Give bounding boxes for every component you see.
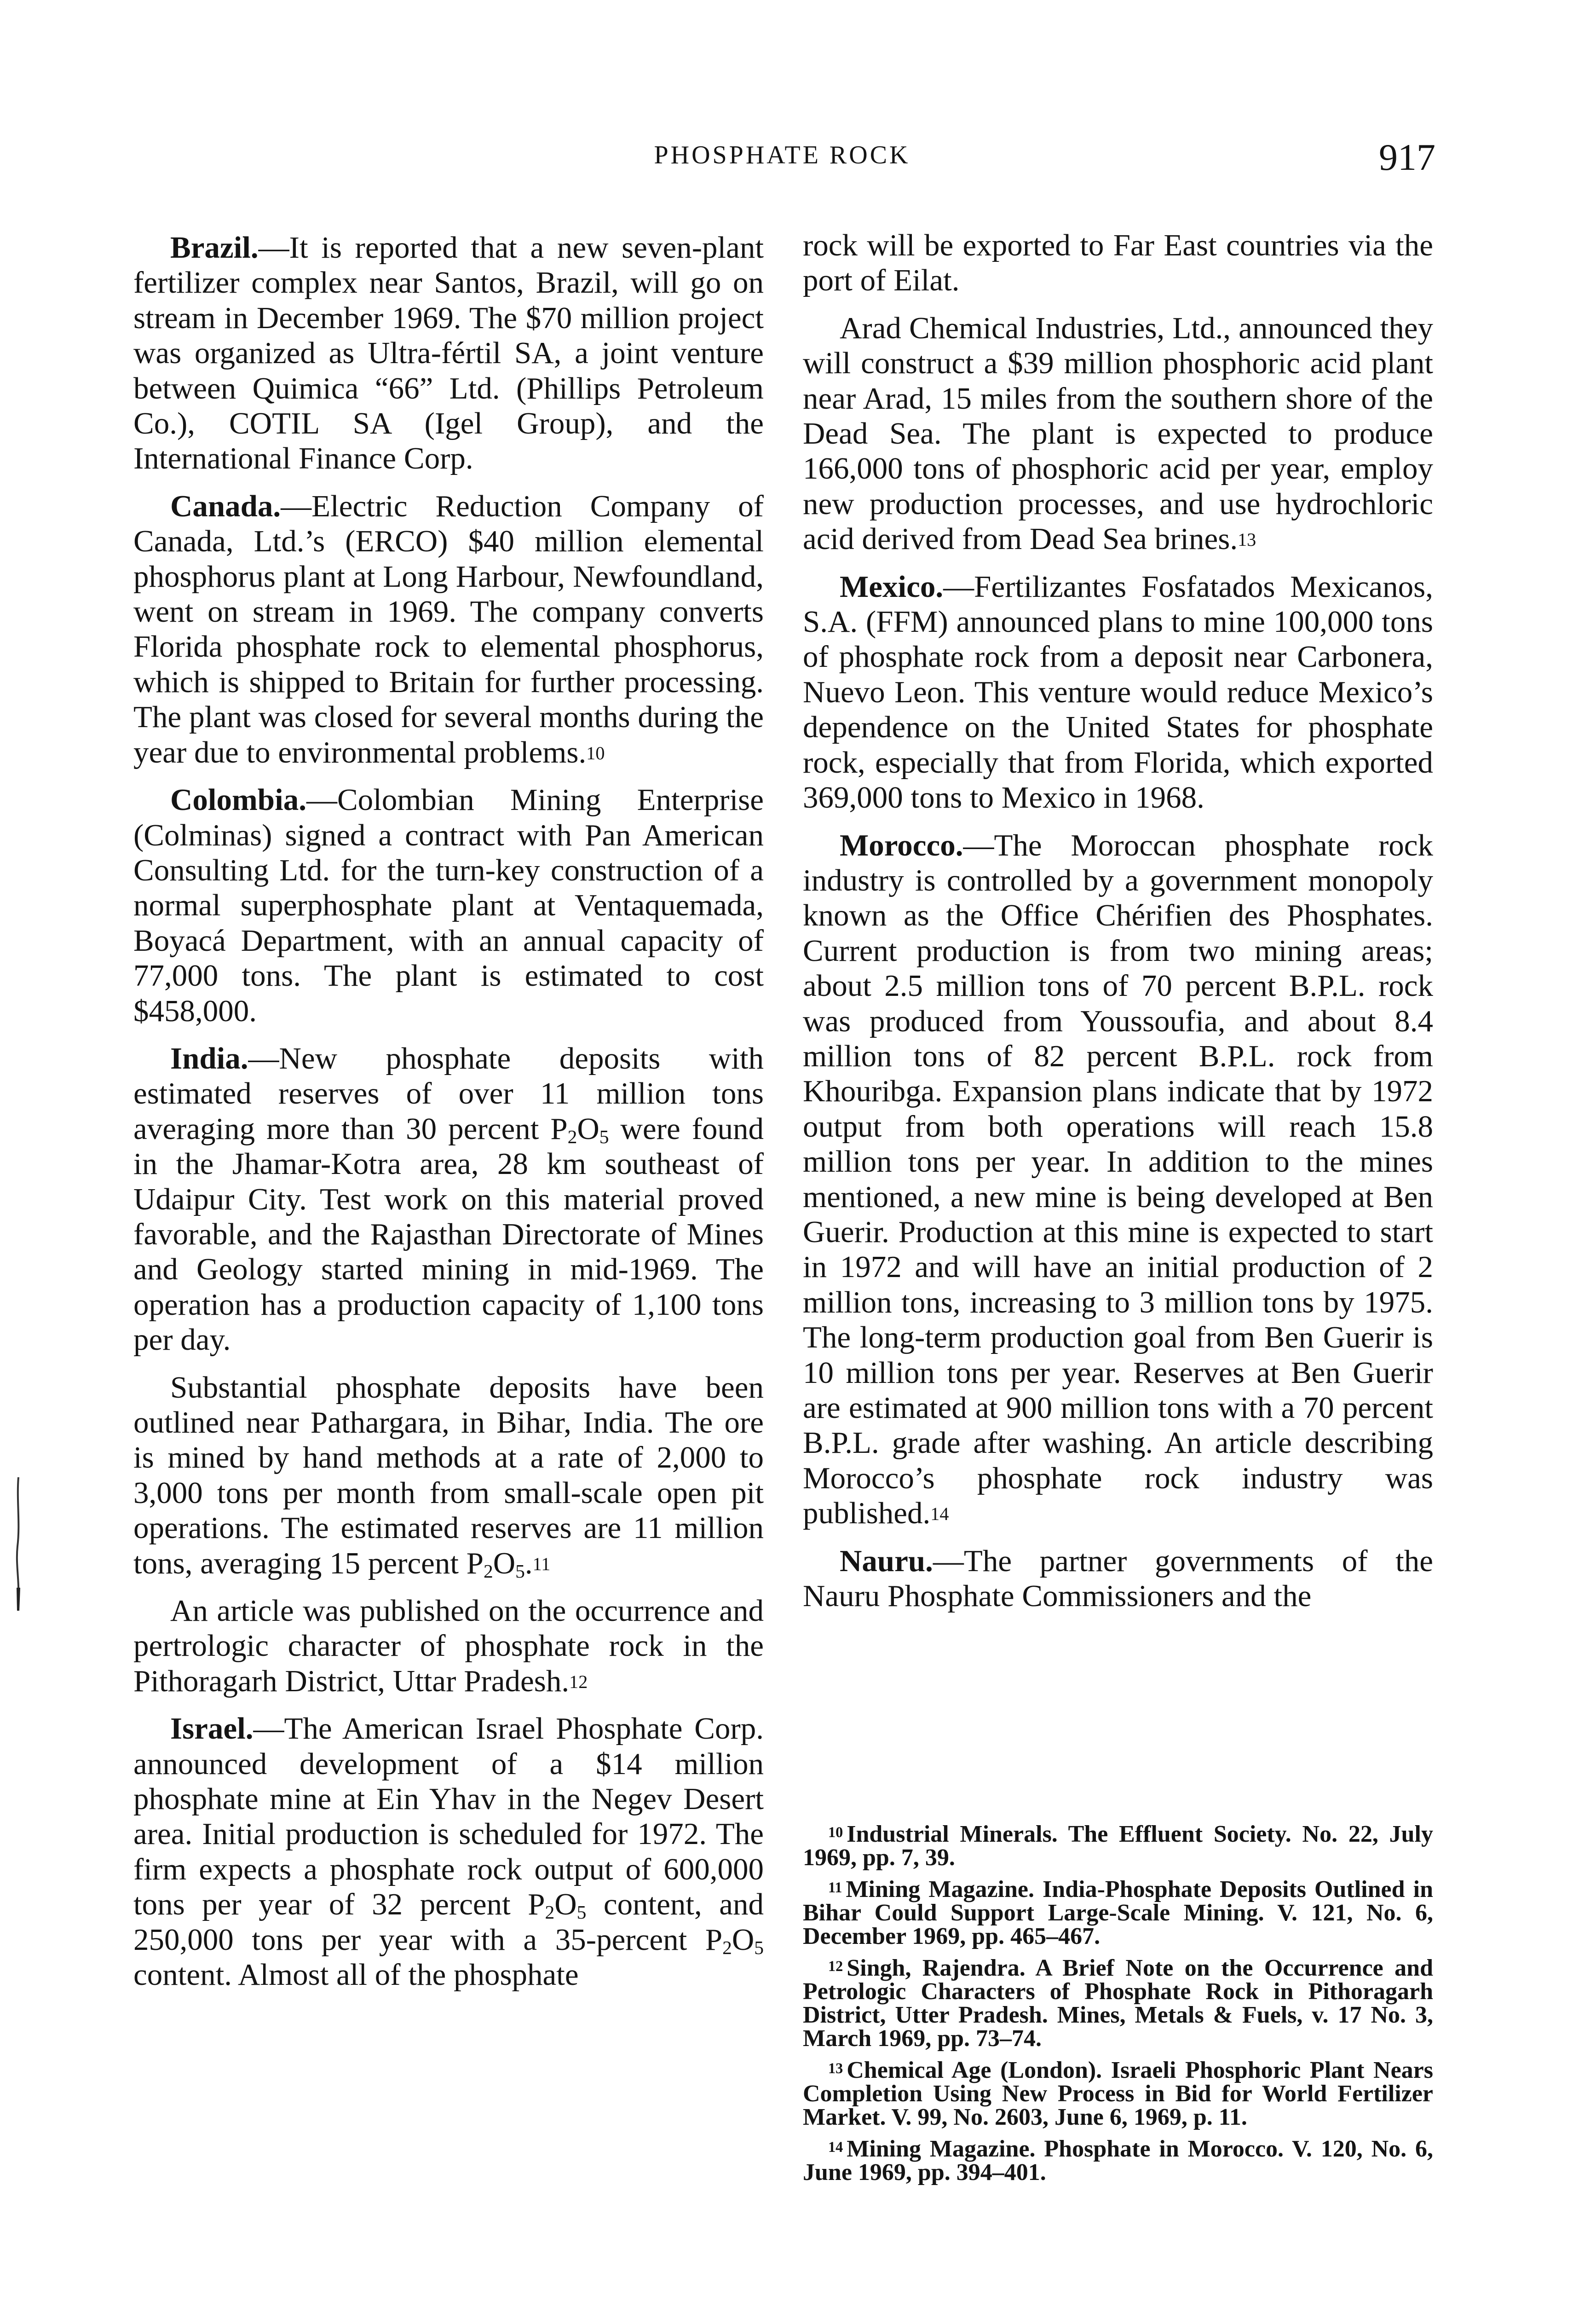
footnote — [803, 1822, 1433, 1869]
page-number: 917 — [1379, 136, 1435, 178]
text-brazil: —It is reported that a new seven-plant fertilizer complex near Santos, Brazil, will go on stream in December 1969. The $70 million project was organized as Ultra-fértil SA, a joint venture between Quimica “66” Ltd. (Phillips Petroleum Co.), COTIL SA (Igel Group), and the International Finance Corp. — [133, 231, 764, 476]
text-nauru: —The partner governments of the Nauru Phosphate Commissioners and the — [803, 1544, 1433, 1613]
footnotes — [803, 1822, 1433, 2192]
footnote — [803, 1956, 1433, 2050]
paragraph-israel-continued — [803, 228, 1433, 298]
footnote — [803, 2058, 1433, 2129]
heading-colombia: Colombia. — [170, 783, 306, 817]
text-mexico: —Fertilizantes Fosfatados Mexicanos, S.A. (FFM) announced plans to mine 100,000 tons of phosphate rock from a deposit near Carbonera, Nuevo Leon. This venture would reduce Mexico’s dependence on the United States for phosphate rock, especially that from Florida, which exported 369,000 tons to Mexico in 1968. — [803, 569, 1433, 815]
paragraph-morocco — [803, 828, 1433, 1531]
text-israel-continued: rock will be exported to Far East countries via the port of Eilat. — [803, 228, 1433, 298]
text-canada: —Electric Reduction Company of Canada, Ltd.’s (ERCO) $40 million elemental phosphorus plant at Long Harbour, Newfoundland, went on stream in 1969. The company converts Florida phosphate rock to elemental phosphorus, which is shipped to Britain for further processing. The plant was closed for several months during the year due to environmental problems. — [133, 489, 764, 769]
chem-subscript: 5 — [599, 1126, 609, 1147]
footnote-number: 10 — [828, 1824, 843, 1841]
text-india-b: were found in the Jhamar-Kotra area, 28 km southeast of Udaipur City. Test work on this material proved favorable, and the Rajasthan Directorate of Mines and Geology started mining in mid-1969. The operation has a production capacity of 1,100 tons per day. — [133, 1111, 764, 1357]
heading-brazil: Brazil. — [170, 231, 259, 265]
footnote — [803, 2137, 1433, 2184]
chem-element: O — [554, 1887, 577, 1922]
paragraph-brazil — [133, 230, 764, 476]
text-israel-c: content. Almost all of the phosphate — [133, 1958, 579, 1992]
heading-canada: Canada. — [170, 489, 281, 523]
paragraph-mexico — [803, 569, 1433, 815]
text-israel-b: content, and 250,000 tons per year with a 35-percent P — [133, 1887, 764, 1957]
chem-subscript: 5 — [515, 1560, 525, 1582]
footnote-text: Singh, Rajendra. A Brief Note on the Occurrence and Petrologic Characters of Phosphate Rock in Pithoragarh District, Utter Pradesh. Mines, Metals & Fuels, v. 17 No. 3, March 1969, pp. 73–74. — [803, 1955, 1433, 2052]
chem-subscript: 2 — [722, 1937, 732, 1958]
chem-subscript: 5 — [754, 1937, 764, 1958]
paragraph-india-pithoragarh — [133, 1593, 764, 1699]
running-title: PHOSPHATE ROCK — [654, 141, 910, 169]
heading-mexico: Mexico. — [840, 569, 944, 604]
paragraph-colombia — [133, 782, 764, 1029]
right-column — [803, 228, 1433, 1626]
footnote-ref-10: 10 — [586, 742, 605, 763]
text-israel-a: —The American Israel Phosphate Corp. announced development of a $14 million phosphate mine at Ein Yhav in the Negev Desert area. Initial production is scheduled for 1972. The firm expects a phosphate rock output of 600,000 tons per year of 32 percent P — [133, 1711, 764, 1922]
footnote-ref-11: 11 — [532, 1553, 551, 1574]
footnote — [803, 1878, 1433, 1948]
heading-israel: Israel. — [170, 1711, 254, 1746]
left-column — [133, 230, 764, 2005]
heading-morocco: Morocco. — [840, 828, 963, 862]
paragraph-canada — [133, 489, 764, 770]
paragraph-arad — [803, 311, 1433, 557]
footnote-ref-14: 14 — [930, 1503, 949, 1524]
paragraph-israel — [133, 1711, 764, 1992]
footnote-ref-13: 13 — [1238, 529, 1256, 550]
text-india-a: —New phosphate deposits with estimated reserves of over 11 million tons averaging more than 30 percent P — [133, 1041, 764, 1146]
chem-element: O — [732, 1922, 755, 1957]
chem-subscript: 2 — [567, 1126, 577, 1147]
text-arad: Arad Chemical Industries, Ltd., announced they will construct a $39 million phosphoric acid plant near Arad, 15 miles from the southern shore of the Dead Sea. The plant is expected to produce 166,000 tons of phosphoric acid per year, employ new production processes, and use hydrochloric acid derived from Dead Sea brines. — [803, 311, 1433, 556]
page-header — [0, 136, 1596, 191]
chem-element: O — [493, 1546, 516, 1580]
footnote-number: 11 — [828, 1879, 842, 1896]
heading-nauru: Nauru. — [840, 1544, 933, 1578]
text-morocco: —The Moroccan phosphate rock industry is controlled by a government monopoly known as the Office Chérifien des Phosphates. Current production is from two mining areas; about 2.5 million tons of 70 percent B.P.L. rock was produced from Youssoufia, and about 8.4 million tons of 82 percent B.P.L. rock from Khouribga. Expansion plans indicate that by 1972 output from both operations will reach 15.8 million tons per year. In addition to the mines mentioned, a new mine is being developed at Ben Guerir. Production at this mine is expected to start in 1972 and will have an initial production of 2 million tons, increasing to 3 million tons by 1975. The long-term production goal from Ben Guerir is 10 million tons per year. Reserves at Ben Guerir are estimated at 900 million tons with a 70 percent B.P.L. grade after washing. An article describing Morocco’s phosphate rock industry was published. — [803, 828, 1433, 1531]
footnote-number: 13 — [828, 2060, 843, 2077]
chem-subscript: 2 — [483, 1560, 493, 1582]
footnote-number: 12 — [828, 1958, 843, 1975]
footnote-text: Industrial Minerals. The Effluent Society. No. 22, July 1969, pp. 7, 39. — [803, 1821, 1433, 1871]
footnote-number: 14 — [828, 2139, 843, 2156]
footnote-text: Mining Magazine. Phosphate in Morocco. V. 120, No. 6, June 1969, pp. 394–401. — [803, 2136, 1433, 2185]
footnote-text: Mining Magazine. India-Phosphate Deposits Outlined in Bihar Could Support Large-Scale Mining. V. 121, No. 6, December 1969, pp. 465–467. — [803, 1876, 1433, 1949]
margin-pencil-mark — [8, 1473, 27, 1620]
text-india-bihar-b: . — [524, 1546, 533, 1580]
text-india-pithoragarh: An article was published on the occurrence and pertrologic character of phosphate rock in the Pithoragarh District, Uttar Pradesh. — [133, 1594, 764, 1698]
heading-india: India. — [170, 1041, 248, 1075]
footnote-ref-12: 12 — [569, 1671, 588, 1692]
text-india-bihar-a: Substantial phosphate deposits have been outlined near Pathargara, in Bihar, India. The ore is mined by hand methods at a rate of 2,000 to 3,000 tons per month from small-scale open pit operations. The estimated reserves are 11 million tons, averaging 15 percent P — [133, 1370, 764, 1580]
chem-subscript: 2 — [545, 1902, 555, 1923]
footnote-text: Chemical Age (London). Israeli Phosphoric Plant Nears Completion Using New Process in Bid for World Fertilizer Market. V. 99, No. 2603, June 6, 1969, p. 11. — [803, 2057, 1433, 2130]
paragraph-india-bihar — [133, 1370, 764, 1581]
paragraph-nauru — [803, 1544, 1433, 1614]
text-colombia: —Colombian Mining Enterprise (Colminas) signed a contract with Pan American Consulting Ltd. for the turn-key construction of a normal superphosphate plant at Ventaquemada, Boyacá Department, with an annual capacity of 77,000 tons. The plant is estimated to cost $458,000. — [133, 783, 764, 1028]
chem-element: O — [577, 1111, 599, 1146]
chem-subscript: 5 — [576, 1902, 587, 1923]
paragraph-india — [133, 1041, 764, 1358]
